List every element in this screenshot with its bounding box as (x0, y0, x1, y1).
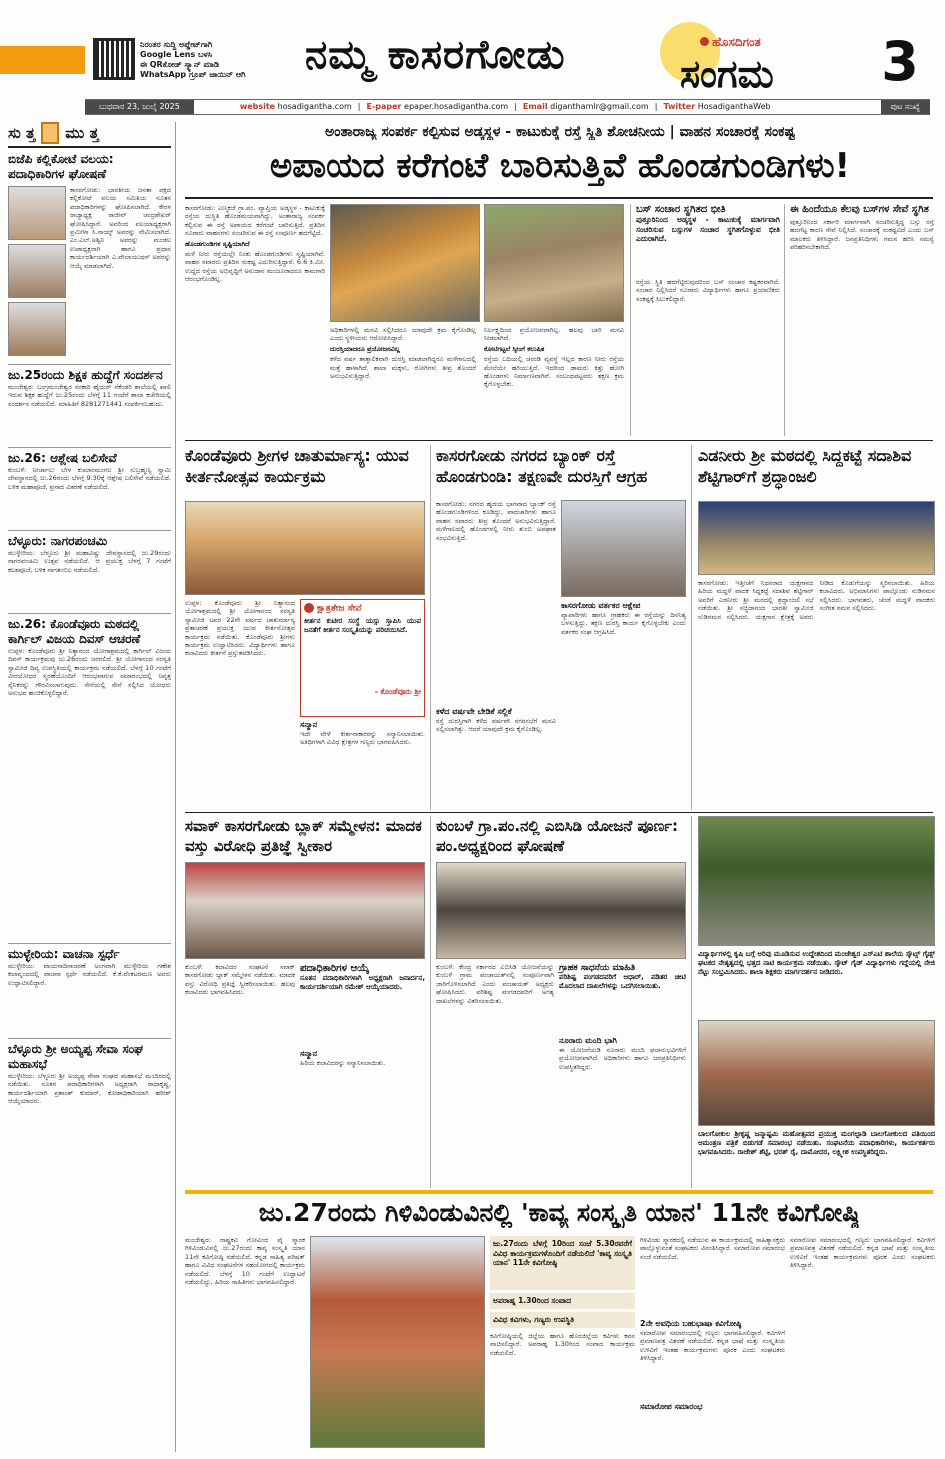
lead-col3 (484, 326, 624, 434)
photo-story-2 (698, 1020, 935, 1188)
sep-1: | (357, 102, 361, 111)
lead-sub2: ದುರಸ್ತಿಯಾದರೂ ಪ್ರಯೋಜನವಿಲ್ಲ (330, 344, 400, 353)
lead-box1-lead: ಪುತ್ತೂರಿನಿಂದ ಅಡ್ಕಸ್ಥಳ - ಕಾಟುಕುಕ್ಕೆ ಮಾರ್ಗವಾಗಿ ಸಂಚರಿಸುವ ಬಸ್ಸುಗಳ ಸಂಚಾರ ಸ್ಥಗಿತಗೊಳ್ಳುವ ಭೀತಿ ಎದುರಾಗಿದೆ. (636, 215, 780, 243)
art7-bullet1 (490, 1236, 635, 1290)
masthead (0, 0, 945, 118)
sidebar-s4-body: ಮುಳ್ಳೇರಿಯ: ಬೆಳ್ಳೂರು ಶ್ರೀ ಮಹಾವಿಷ್ಣು ದೇವಸ್ಥಾನದಲ್ಲಿ ಜು.29ರಂದು ನಾಗರಪಂಚಮಿ ಉತ್ಸವ ನಡೆಯಲಿದೆ. ಆ ಪ್ರಯುಕ್ತ ಬೆಳಗ್ಗೆ 7 ಗಂಟೆಗೆ ಕಲಶಪೂಜೆ, ಬಳಿಕ ನಾಗತಂಬಿಲ ನಡೆಯಲಿದೆ. (8, 549, 171, 574)
sidebar-s6-body: ಮುಳ್ಳೇರಿಯ: ವಾಯನಾದಿನಾಚರಣೆ ಅಂಗವಾಗಿ ಮುಳ್ಳೇರಿಯ ಗಣೇಶ ಕಲಾವೃಂದದಲ್ಲಿ ವಾಚನಾ ಸ್ಪರ್ಧೆ ನಡೆಯಲಿದೆ. ಕೆ.ಕೆ.ವೆಂಕಟರಮಣ ಅವರು ಉದ್ಘಾಟಿಸಲಿದ್ದಾರೆ. (8, 962, 171, 987)
brand-small (700, 35, 761, 50)
lead-col3b-text: ರಸ್ತೆಯ ಬದಿಯಲ್ಲಿ ಚರಂಡಿ ವ್ಯವಸ್ಥೆ ಇಲ್ಲದ ಕಾರಣ ನೀರು ರಸ್ತೆಯ ಮೇಲೆಯೇ ಹರಿಯುತ್ತಿದೆ. ಇದರಿಂದ ಡಾಮರು ಕಿತ್ತು ಹೋಗಿ ಹೊಂಡಗಳು ನಿರ್ಮಾಣವಾಗಿವೆ. ಸಂಬಂಧಪಟ್ಟವರು ತಕ್ಷಣ ಕ್ರಮ ಕೈಗೊಳ್ಳಬೇಕು. (484, 355, 624, 389)
art6-sub: ನೂರಾರು ಮಂದಿ ಭಾಗಿ (559, 1036, 617, 1045)
art6 (430, 816, 692, 1188)
epaper-block (366, 100, 508, 114)
art4-headline: ಎಡನೀರು ಶ್ರೀ ಮಠದಲ್ಲಿ ಸಿದ್ದಕಟ್ಟೆ ಸದಾಶಿವ ಶೆಟ್ಟಿಗಾರ್‌ಗೆ ಶ್ರದ್ಧಾಂಜಲಿ (698, 446, 912, 486)
sidebar-s7-title: ಬೆಳ್ಳೂರು ಶ್ರೀ ಅಯ್ಯಪ್ಪ ಸೇವಾ ಸಂಘ ಮಹಾಸಭೆ (8, 1038, 171, 1072)
art5-row (185, 963, 425, 1183)
road-photo-2 (484, 204, 624, 322)
art2-ad (300, 599, 425, 717)
art7-col4: ಸಮಾರೋಪ ಸಮಾರಂಭದಲ್ಲಿ ಗಣ್ಯರು ಭಾಗವಹಿಸಲಿದ್ದಾರೆ. ಕವಿಗಳಿಗೆ ಪ್ರಮಾಣಪತ್ರ ವಿತರಣೆ ನಡೆಯಲಿದೆ. ಕನ್ನಡ ಭಾಷೆ ಮತ್ತು ಸಂಸ್ಕೃತಿಯ ಉಳಿವಿಗೆ ಇಂತಹ ಕಾರ್ಯಕ್ರಮಗಳು ಪೂರಕ ಎಂದು ಸಂಘಟಕರು ತಿಳಿಸಿದ್ದಾರೆ. (790, 1236, 935, 1270)
twitter-block (663, 100, 770, 114)
art7-sub1: 2ನೇ ಅವಧಿಯ ಬಹುಭಾಷಾ ಕವಿಗೋಷ್ಠಿ (640, 1319, 742, 1328)
art4-photo (698, 501, 935, 575)
art3-sub1: ಕಳೆದ ವರ್ಷವೇ ಬೇಡಿಕೆ ಸಲ್ಲಿಕೆ (436, 707, 512, 716)
mid-rule (185, 812, 933, 813)
portrait-photo-1 (8, 186, 66, 240)
art6-body2: ಈ ಯೋಜನೆಯಡಿ ನೂರಾರು ಮಂದಿ ಫಲಾನುಭವಿಗಳಿಗೆ ಪ್ರಯೋಜನವಾಗಿದೆ. ಅಧಿಕಾರಿಗಳು ಹಾಗೂ ಜನಪ್ರತಿನಿಧಿಗಳು ಉಪಸ್ಥಿತರಿದ್ದರು. (559, 1046, 686, 1071)
art3 (430, 445, 692, 810)
art2-sub: ಸನ್ಮಾನ (300, 720, 318, 729)
twitter-label: Twitter (663, 102, 696, 111)
art7-building-photo (310, 1236, 485, 1448)
lead-sub3: ಕೋಟಿಗಟ್ಟಲೆ ಸ್ಕೀಂಗೆ ಕಲುಷಿತ (484, 344, 545, 353)
art5-body: ಕುಂಬಳೆ: ಕಲಾವಿದರ ಸಂಘಟನೆ ಸವಾಕ್ ಕಾಸರಗೋಡು ಬ್ಲಾಕ್ ಸಮ್ಮೇಳನ ನಡೆಯಿತು. ಮಾದಕ ವಸ್ತು ವಿರೋಧಿ ಪ್ರತಿಜ್ಞೆ ಸ್ವೀಕರಿಸಲಾಯಿತು. ಹಲವು ಕಲಾವಿದರು ಭಾಗವಹಿಸಿದರು. (185, 963, 295, 997)
page-number: 3 (881, 30, 919, 93)
lead-box1-body: ರಸ್ತೆಯ ಸ್ಥಿತಿ ಹದಗೆಟ್ಟಿರುವುದರಿಂದ ಬಸ್ ಸಂಚಾರ ಕಷ್ಟಕರವಾಗಿದೆ. ಸಂಚಾರ ನಿಲ್ಲಿಸಿದರೆ ನೂರಾರು ವಿದ್ಯಾರ್ಥಿಗಳು ಹಾಗೂ ಪ್ರಯಾಣಿಕರು ಸಂಕಷ್ಟಕ್ಕೆ ಸಿಲುಕಲಿದ್ದಾರೆ. (636, 278, 780, 303)
lead-rule (185, 197, 933, 199)
info-strip (85, 99, 930, 115)
portrait-photo-2 (8, 244, 66, 298)
art5 (185, 816, 425, 1188)
sidebar-s1-block (8, 182, 171, 358)
lead-box2-title: ಈ ಹಿಂದೆಯೂ ಕೆಲವು ಬಸ್‌ಗಳ ಸೇವೆ ಸ್ಥಗಿತ (790, 204, 929, 215)
photo-story-2-image (698, 1020, 935, 1126)
qr-line-2: Google Lens ಬಳಸಿ (140, 50, 213, 59)
sidebar-s2-body: ಮಂಜೇಶ್ವರ: ಬಂಗ್ರಮಂಜೇಶ್ವರ ಸರಕಾರಿ ಹೈಯರ್ ಸೆಕೆಂಡರಿ ಶಾಲೆಯಲ್ಲಿ ಖಾಲಿ ಇರುವ ಶಿಕ್ಷಕ ಹುದ್ದೆಗೆ ಜು.25ರಂದು ಬೆಳಗ್ಗೆ 11 ಗಂಟೆಗೆ ಶಾಲಾ ಕಚೇರಿಯಲ್ಲಿ ಸಂದರ್ಶನ ನಡೆಯಲಿದೆ. ಮಾಹಿತಿಗೆ 8281271441 ಸಂಪರ್ಕಿಸಬಹುದು. (8, 383, 171, 408)
epaper-label: E-paper (366, 102, 402, 111)
art5-body2: ಹಿರಿಯ ಕಲಾವಿದರನ್ನು ಸನ್ಮಾನಿಸಲಾಯಿತು. (300, 1059, 386, 1067)
art3-portrait (561, 500, 686, 597)
lead-col1 (185, 204, 325, 434)
art7-col1: ಮಂಜೇಶ್ವರ: ರಾಷ್ಟ್ರಕವಿ ಗೋವಿಂದ ಪೈ ಸ್ಮಾರಕ ಗಿಳಿವಿಂಡುವಿನಲ್ಲಿ ಜು.27ರಂದು ಕಾವ್ಯ ಸಂಸ್ಕೃತಿ ಯಾನ 11ನೇ ಕವಿಗೋಷ್ಠಿ ನಡೆಯಲಿದೆ. ಕನ್ನಡ ಸಾಹಿತ್ಯ ಪರಿಷತ್ ಹಾಗೂ ವಿವಿಧ ಸಂಘಟನೆಗಳ ಸಹಯೋಗದಲ್ಲಿ ಕಾರ್ಯಕ್ರಮ ನಡೆಯಲಿದೆ. ಬೆಳಗ್ಗೆ 10 ಗಂಟೆಗೆ ಉದ್ಘಾಟನೆ ನಡೆಯಲಿದ್ದು, ಹಿರಿಯ ಸಾಹಿತಿಗಳು ಭಾಗವಹಿಸಲಿದ್ದಾರೆ. (185, 1236, 305, 1287)
sidebar-s7-body: ಮುಳ್ಳೇರಿಯ: ಬೆಳ್ಳೂರು ಶ್ರೀ ಅಯ್ಯಪ್ಪ ಸೇವಾ ಸಂಘದ ಮಹಾಸಭೆ ಮಂದಿರದಲ್ಲಿ ನಡೆಯಿತು. ನೂತನ ಪದಾಧಿಕಾರಿಗಳಾಗಿ ಅಧ್ಯಕ್ಷರಾಗಿ ರಾಧಾಕೃಷ್ಣ, ಕಾರ್ಯದರ್ಶಿಯಾಗಿ ಪ್ರಶಾಂತ್ ಕುಮಾರ್, ಕೋಶಾಧಿಕಾರಿಯಾಗಿ ಹರೀಶ್ ಆಯ್ಕೆಯಾದರು. (8, 1072, 171, 1106)
art4-body: ಕಾಸರಗೋಡು: ಇತ್ತೀಚೆಗೆ ನಿಧನರಾದ ಯಕ್ಷಗಾನದ ಹಿರಿಯ ಮದ್ದಳೆ ವಾದಕ ಸಿದ್ದಕಟ್ಟೆ ಸದಾಶಿವ ಶೆಟ್ಟಿಗಾರ್ ಅವರಿಗೆ ಎಡನೀರು ಶ್ರೀ ಮಠದಲ್ಲಿ ಶ್ರದ್ಧಾಂಜಲಿ ಸಭೆ ನಡೆಯಿತು. ಶ್ರೀ ಸಚ್ಚಿದಾನಂದ ಭಾರತೀ ಸ್ವಾಮೀಜಿ ನುಡಿನಮನ ಸಲ್ಲಿಸಿದರು. ಯಕ್ಷಗಾನ ಕ್ಷೇತ್ರಕ್ಕೆ ಅವರು ನೀಡಿದ ಕೊಡುಗೆಯನ್ನು ಸ್ಮರಿಸಲಾಯಿತು. ಹಿರಿಯ ಕಲಾವಿದರು, ಅಭಿಮಾನಿಗಳು ಪಾಲ್ಗೊಂಡು ನುಡಿನಮನ ಸಲ್ಲಿಸಿದರು. ಭಾಗವತರು, ಚೆಂಡೆ ಮದ್ದಳೆ ವಾದಕರು ಸಂಗೀತ ನಮನ ಸಲ್ಲಿಸಿದರು. (698, 579, 935, 621)
sep-3: | (654, 102, 658, 111)
email-label: Email (522, 102, 548, 111)
art2-ad-title (304, 603, 421, 614)
qr-line-3: ಈ QRಕೋಡ್ ಸ್ಕ್ಯಾನ್ ಮಾಡಿ (140, 60, 220, 69)
art2-ad-title-text: ಕ್ಷಾತ್ರತೇಜ ಸೇವೆ (317, 603, 362, 614)
pages-label: ಪುಟ ಸಂಖ್ಯೆ (881, 100, 930, 114)
art2-row (185, 599, 425, 805)
art2-ad-body: ಕೀರ್ತನ ಕುಟೀರ ಸಂಸ್ಥೆ ಯಸ್ಸು ಸ್ತಾಪಿಸಿ ಯುವ ಜನತೆಗೆ ಕೀರ್ತನ ಸಂಸ್ಕೃತಿಯನ್ನು ಪರಿಚಯಿಸಿದೆ. (304, 616, 421, 634)
email-link[interactable]: diganthamlr@gmail.com (550, 102, 649, 111)
lead-bottom-rule (185, 440, 933, 441)
art3-col1 (436, 500, 556, 806)
art2-body2: ಇದೇ ವೇಳೆ ಕೀರ್ತನಾಕಾರರನ್ನು ಸನ್ಮಾನಿಸಲಾಯಿತು. ಅತಿಥಿಗಳಾಗಿ ವಿವಿಧ ಕ್ಷೇತ್ರಗಳ ಗಣ್ಯರು ಭಾಗವಹಿಸಿದರು. (300, 730, 425, 747)
lead-col2-text: ಅಧಿಕಾರಿಗಳಲ್ಲಿ ಮನವಿ ಸಲ್ಲಿಸಿದರೂ ಯಾವುದೇ ಕ್ರಮ ಕೈಗೊಂಡಿಲ್ಲ ಎಂದು ಸ್ಥಳೀಯರು ಆರೋಪಿಸಿದ್ದಾರೆ. (330, 326, 476, 343)
lead-col1b-text: ಮಳೆ ನೀರು ರಸ್ತೆಯಲ್ಲೇ ನಿಂತು ಹೊಂಡಗುಂಡಿಗಳು ಸೃಷ್ಟಿಯಾಗಿವೆ. ವಾಹನ ಸವಾರರು ಪ್ರತಿದಿನ ಸಂಕಷ್ಟ ಎದುರಿಸುತ್ತಿದ್ದಾರೆ. 6.6 ಕಿ.ಮೀ. ಉದ್ದದ ರಸ್ತೆಯ ಅಭಿವೃದ್ಧಿಗೆ ಅನುದಾನ ಮಂಜೂರಾದರೂ ಕಾಮಗಾರಿ ಆರಂಭಗೊಂಡಿಲ್ಲ. (185, 250, 325, 284)
qr-instructions (140, 40, 300, 80)
art7-bullets (490, 1236, 635, 1452)
art5-headline: ಸವಾಕ್ ಕಾಸರಗೋಡು ಬ್ಲಾಕ್ ಸಮ್ಮೇಳನ: ಮಾದಕ ವಸ್ತು ವಿರೋಧಿ ಪ್ರತಿಜ್ಞೆ ಸ್ವೀಕಾರ (185, 817, 422, 855)
art7-bullet1-text: ಜು.27ರಂದು ಬೆಳಗ್ಗೆ 10ರಿಂದ ಸಂಜೆ 5.30ರವರೆಗೆ ವಿವಿಧ ಕಾರ್ಯಕ್ರಮಗಳೊಂದಿಗೆ ನಡೆಯಲಿದೆ 'ಕಾವ್ಯ ಸಂಸ್ಕೃತಿ ಯಾನ' 11ನೇ ಕವಿಗೋಷ್ಠಿ (493, 1239, 632, 1267)
sidebar-s5-body: ಉಪ್ಪಳ: ಕೊಂಡೆವೂರು ಶ್ರೀ ನಿತ್ಯಾನಂದ ಯೋಗಾಶ್ರಮದಲ್ಲಿ ಕಾರ್ಗಿಲ್ ವಿಜಯ ದಿವಸ್ ಕಾರ್ಯಕ್ರಮವು ಜು.26ರಂದು ಜರಗಲಿದೆ. ಶ್ರೀ ಯೋಗಾನಂದ ಸರಸ್ವತಿ ಸ್ವಾಮೀಜಿ ದಿವ್ಯ ಉಪಸ್ಥಿತಿಯಲ್ಲಿ ಕಾರ್ಯಕ್ರಮ ನಡೆಯಲಿದೆ. ಬೆಳಗ್ಗೆ 10 ಗಂಟೆಗೆ ವೀರಯೋಧರ ಸ್ಮರಣೆಯೊಂದಿಗೆ ಆರಂಭವಾಗುವ ಸಮಾರಂಭದಲ್ಲಿ ನಿವೃತ್ತ ಸೈನಿಕರನ್ನು ಗೌರವಿಸಲಾಗುವುದು. ಸೇನೆಯಲ್ಲಿ ಸೇವೆ ಸಲ್ಲಿಸಿದ ಯೋಧರು ಅನುಭವ ಹಂಚಿಕೊಳ್ಳಲಿದ್ದಾರೆ. (8, 647, 171, 698)
qr-line-4: WhatsApp ಗ್ರೂಪ್ ಜಾಯಿನ್ ಆಗಿ (140, 70, 246, 79)
art7-col2: ಕವಿಗೋಷ್ಠಿಯಲ್ಲಿ ಜಿಲ್ಲೆಯ ಹಾಗೂ ಹೊರಜಿಲ್ಲೆಯ ಕವಿಗಳು ಕವನ ವಾಚಿಸಲಿದ್ದಾರೆ. ಅಪರಾಹ್ನ 1.30ರಿಂದ ಸಂವಾದ ಕಾರ್ಯಕ್ರಮ ನಡೆಯಲಿದೆ. (490, 1332, 635, 1357)
photo-story-1-caption: ವಿದ್ಯಾರ್ಥಿಗಳಲ್ಲಿ ಕೃಷಿ ಬಗ್ಗೆ ಅರಿವು ಮೂಡಿಸುವ ಉದ್ದೇಶದಿಂದ ಮಂಜೇಶ್ವರ ಎಸ್‌ಎಟಿ ಶಾಲೆಯ ಸ್ಕೌಟ್ಸ್ ಗೈಡ್ಸ್ ಘಟಕದ ನೇತೃತ್ವದಲ್ಲಿ ಭತ್ತದ ನಾಟಿ ಕಾರ್ಯಕ್ರಮ ನಡೆಯಿತು. ಸ್ಕೌಟ್ ಗೈಡ್ ವಿದ್ಯಾರ್ಥಿಗಳು ಗದ್ದೆಯಲ್ಲಿ ನೇಜಿ ನೆಟ್ಟು ಸಂಭ್ರಮಿಸಿದರು. ಶಾಲಾ ಶಿಕ್ಷಕರು ಮಾರ್ಗದರ್ಶನ ನೀಡಿದರು. (698, 950, 935, 976)
art6-right (559, 963, 686, 1183)
art7-headline: ಜು.27ರಂದು ಗಿಳಿವಿಂಡುವಿನಲ್ಲಿ 'ಕಾವ್ಯ ಸಂಸ್ಕೃತಿ ಯಾನ' 11ನೇ ಕವಿಗೋಷ್ಠಿ (258, 1198, 860, 1227)
art2-right (300, 599, 425, 805)
sidebar-s6-title: ಮುಳ್ಳೇರಿಯ: ವಾಚನಾ ಸ್ಪರ್ಧೆ (8, 943, 171, 962)
art3-headline: ಕಾಸರಗೋಡು ನಗರದ ಬ್ಯಾಂಕ್ ರಸ್ತೆ ಹೊಂಡಗುಂಡಿ: ತಕ್ಷಣವೇ ದುರಸ್ತಿಗೆ ಆಗ್ರಹ (436, 446, 648, 486)
sep-2: | (514, 102, 517, 111)
lead-col2 (330, 326, 476, 434)
art3-body3: ವ್ಯಾಪಾರಿಗಳು ಹಾಗೂ ಗ್ರಾಹಕರು ಈ ರಸ್ತೆಯನ್ನು ದಿನನಿತ್ಯ ಬಳಸುತ್ತಿದ್ದು, ತಕ್ಷಣ ದುರಸ್ತಿ ಕಾರ್ಯ ಕೈಗೊಳ್ಳಬೇಕು ಎಂದು ವರ್ತಕರ ಸಂಘ ಆಗ್ರಹಿಸಿದೆ. (561, 611, 686, 636)
art5-box-title: ಪದಾಧಿಕಾರಿಗಳ ಆಯ್ಕೆ (300, 963, 370, 974)
lead-col2b-text: ಕಳೆದ ವರ್ಷ ತಾತ್ಕಾಲಿಕವಾಗಿ ದುರಸ್ತಿ ಮಾಡಲಾಗಿದ್ದರೂ ಮಳೆಗಾಲದಲ್ಲಿ ಮತ್ತೆ ಹಾಳಾಗಿದೆ. ಶಾಲಾ ಮಕ್ಕಳು, ರೋಗಿಗಳು ತೀವ್ರ ತೊಂದರೆ ಅನುಭವಿಸುತ್ತಿದ್ದಾರೆ. (330, 355, 476, 381)
website-link[interactable]: hosadigantha.com (277, 102, 352, 111)
lead-sub1: ಹೊಂಡಗುಂಡಿಗಳ ಸೃಷ್ಟಿಯಾಗಿದೆ (185, 239, 250, 248)
sidebar-header-left: ಸು ತ್ತ (8, 124, 36, 142)
door-icon (41, 122, 59, 144)
section-title: ನಮ್ಮ ಕಾಸರಗೋಡು (305, 32, 566, 78)
photo-story-1-image (698, 816, 935, 946)
art5-box-body: ನೂತನ ಪದಾಧಿಕಾರಿಗಳಾಗಿ ಅಧ್ಯಕ್ಷರಾಗಿ ಜನಾರ್ದನ, ಕಾರ್ಯದರ್ಶಿಯಾಗಿ ರಮೇಶ್ ಆಯ್ಕೆಯಾದರು. (300, 974, 425, 991)
lead-box2 (784, 204, 934, 436)
art7-col3b: ಸಮಾರೋಪ ಸಮಾರಂಭದಲ್ಲಿ ಗಣ್ಯರು ಭಾಗವಹಿಸಲಿದ್ದಾರೆ. ಕವಿಗಳಿಗೆ ಪ್ರಮಾಣಪತ್ರ ವಿತರಣೆ ನಡೆಯಲಿದೆ. ಕನ್ನಡ ಭಾಷೆ ಮತ್ತು ಸಂಸ್ಕೃತಿಯ ಉಳಿವಿಗೆ ಇಂತಹ ಕಾರ್ಯಕ್ರಮಗಳು ಪೂರಕ ಎಂದು ಸಂಘಟಕರು ತಿಳಿಸಿದ್ದಾರೆ. (640, 1329, 785, 1363)
sidebar-header-right: ಮು ತ್ತ (65, 124, 99, 142)
road-photo-1 (330, 204, 480, 322)
sidebar (8, 122, 176, 1452)
brand-big: ಸಂಗಮ (680, 52, 774, 96)
art3-col2 (561, 500, 686, 806)
art6-row (436, 963, 686, 1183)
art6-box-body: ಪರಿಶಿಷ್ಟ ಪಂಗಡದವರಿಗೆ ಆಧಾರ್, ಪಡಿತರ ಚೀಟಿ ಮೊದಲಾದ ದಾಖಲೆಗಳನ್ನು ಒದಗಿಸಲಾಯಿತು. (559, 973, 686, 990)
sidebar-s4-title: ಬೆಳ್ಳೂರು: ನಾಗರಪಂಚಮಿ (8, 530, 171, 549)
sidebar-s1-photos (8, 182, 66, 358)
sidebar-header (8, 122, 171, 148)
art3-body: ಕಾಸರಗೋಡು: ನಗರದ ಹೃದಯ ಭಾಗವಾದ ಬ್ಯಾಂಕ್ ರಸ್ತೆ ಹೊಂಡಗುಂಡಿಗಳಿಂದ ಕೂಡಿದ್ದು, ಪಾದಚಾರಿಗಳು ಹಾಗೂ ವಾಹನ ಸವಾರರು ತೀವ್ರ ತೊಂದರೆ ಅನುಭವಿಸುತ್ತಿದ್ದಾರೆ. ಮಳೆಗಾಲದಲ್ಲಿ ಹೊಂಡಗಳಲ್ಲಿ ನೀರು ತುಂಬಿ ಅಪಘಾತ ಸಂಭವಿಸುತ್ತಿದೆ. (436, 500, 556, 542)
qr-line-1: ನಿರಂತರ ಸುದ್ದಿ ಅಪ್ಡೇಟ್‌ಗಾಗಿ (140, 40, 213, 49)
art7-col3-wrap (640, 1236, 785, 1452)
brand-logo-icon (700, 37, 709, 46)
decorative-bar (185, 1190, 933, 1194)
art3-sub2: ಕಾಸರಗೋಡು ವರ್ತಕರ ಆಕ್ಷೇಪ (561, 601, 641, 610)
sidebar-s5-title: ಜು.26: ಕೊಂಡೆವೂರು ಮಠದಲ್ಲಿ ಕಾರ್ಗಿಲ್ ವಿಜಯ ದಿವಸ್ ಆಚರಣೆ (8, 613, 171, 647)
art5-right (300, 963, 425, 1183)
art4 (698, 445, 935, 810)
lead-headline: ಅಪಾಯದ ಕರೆಗಂಟೆ ಬಾರಿಸುತ್ತಿವೆ ಹೊಂಡಗುಂಡಿಗಳು! (269, 146, 851, 186)
brand-small-text: ಹೊಸದಿಗಂತ (712, 35, 761, 49)
email-block (523, 100, 649, 114)
sidebar-s1-body: ಕಾಸರಗೋಡು: ಭಾರತೀಯ ಜನತಾ ಪಕ್ಷದ ಕಲ್ಲಿಕೋಟೆ ವಲಯ ಸಮಿತಿಯ ನೂತನ ಪದಾಧಿಕಾರಿಗಳನ್ನು ಘೋಷಿಸಲಾಗಿದೆ. ಕೇರಳ ರಾಜ್ಯಾಧ್ಯಕ್ಷ ರಾಜೀವ್ ಚಂದ್ರಶೇಖರ್ ಘೋಷಿಸಿದ್ದಾರೆ. ಅವರಿಂದ ವಲಯಾಧ್ಯಕ್ಷರಾಗಿ ಪ್ರಮೀಳಾ ಸಿ.ನಾಯ್ಕ್ ಅವರನ್ನು ನೇಮಿಸಲಾಗಿದೆ. ಎಂ.ಎಲ್.ಅಶ್ವಿನಿ ಅವರನ್ನು ಮಂಡಲ ಉಪಾಧ್ಯಕ್ಷರಾಗಿ ಹಾಗೂ ಪ್ರಧಾನ ಕಾರ್ಯದರ್ಶಿಯಾಗಿ ಎ.ವೇಲಾಯುಧನ್ ಅವರನ್ನು ಆಯ್ಕೆ ಮಾಡಲಾಗಿದೆ. (70, 186, 171, 270)
date-badge: ಬುಧವಾರ 23, ಜುಲೈ 2025 (85, 100, 194, 114)
art2-headline: ಕೊಂಡೆವೂರು ಶ್ರೀಗಳ ಚಾತುರ್ಮಾಸ್ಯ: ಯುವ ಕೀರ್ತನೋತ್ಸವ ಕಾರ್ಯಕ್ರಮ (185, 446, 409, 486)
twitter-link[interactable]: HosadiganthaWeb (697, 102, 771, 111)
orange-bar (0, 46, 85, 74)
website-label: website (239, 102, 276, 111)
art2-ad-footer: - ಕೊಂಡೆವೂರು ಶ್ರೀ (374, 686, 421, 696)
art7-bullet3 (490, 1312, 635, 1328)
art2-photo (185, 501, 425, 595)
sidebar-s1-title: ಬಿಜೆಪಿ ಕಲ್ಲಿಕೋಟೆ ವಲಯ: ಪದಾಧಿಕಾರಿಗಳ ಘೋಷಣೆ (8, 152, 114, 181)
art2-body: ಉಪ್ಪಳ: ಕೊಂಡೆವೂರು ಶ್ರೀ ನಿತ್ಯಾನಂದ ಯೋಗಾಶ್ರಮದಲ್ಲಿ ಶ್ರೀ ಯೋಗಾನಂದ ಸರಸ್ವತಿ ಸ್ವಾಮೀಜಿ ಅವರ 22ನೇ ವರ್ಷದ ಚಾತುರ್ಮಾಸ್ಯ ವ್ರತಾಚರಣೆ ಪ್ರಯುಕ್ತ ಯುವ ಕೀರ್ತನೋತ್ಸವ ಕಾರ್ಯಕ್ರಮ ನಡೆಯಿತು. ಕೊಂಡೆವೂರು ಶ್ರೀಗಳು ಕಾರ್ಯಕ್ರಮ ಉದ್ಘಾಟಿಸಿದರು. ವಿದ್ಯಾರ್ಥಿಗಳು ಹಾಗೂ ಕಲಾವಿದರು ಕೀರ್ತನೆ ಪ್ರಸ್ತುತಪಡಿಸಿದರು. (185, 599, 295, 658)
art7-sub2: ಸಮಾರೋಪ ಸಮಾರಂಭ (640, 1402, 703, 1411)
art7-col3: ಗಿಳಿವಿಂಡು ಸ್ಮಾರಕದಲ್ಲಿ ನಡೆಯುವ ಈ ಕಾರ್ಯಕ್ರಮದಲ್ಲಿ ಸಾಹಿತ್ಯಾಸಕ್ತರು ಪಾಲ್ಗೊಳ್ಳುವಂತೆ ಸಂಘಟಕರು ವಿನಂತಿಸಿದ್ದಾರೆ. ಸಮಾರೋಪ ಸಮಾರಂಭ ಸಂಜೆ ನಡೆಯಲಿದೆ. (640, 1236, 785, 1261)
art6-box-title: ಗ್ರಾಹಕ ಸಾಧನೆಯ ಮಾಹಿತಿ (559, 963, 636, 973)
art7-bullet3-text: ವಿವಿಧ ಕವಿಗಳು, ಗಣ್ಯರು ಉಪಸ್ಥಿತಿ (493, 1315, 575, 1324)
photo-story-1 (698, 816, 935, 1016)
epaper-link[interactable]: epaper.hosadigantha.com (404, 102, 509, 111)
art6-photo (436, 862, 686, 959)
art6-body: ಕುಂಬಳೆ: ಕೇಂದ್ರ ಸರ್ಕಾರದ ಎಬಿಸಿಡಿ ಯೋಜನೆಯನ್ನು ಕುಂಬಳೆ ಗ್ರಾಮ ಪಂಚಾಯತ್‌ನಲ್ಲಿ ಸಂಪೂರ್ಣವಾಗಿ ಜಾರಿಗೊಳಿಸಲಾಗಿದೆ ಎಂದು ಪಂಚಾಯತ್ ಅಧ್ಯಕ್ಷರು ಘೋಷಿಸಿದರು. ಪರಿಶಿಷ್ಟ ಪಂಗಡದವರಿಗೆ ಅಗತ್ಯ ದಾಖಲೆಗಳನ್ನು ವಿತರಿಸಲಾಯಿತು. (436, 963, 554, 1005)
website-block (240, 100, 352, 114)
lead-col3-text: ನಿರ್ಲಕ್ಷ್ಯದಿಂದ ಪ್ರಯೋಜನವಾಗಿಲ್ಲ. ಹಲವು ಬಾರಿ ಮನವಿ ನೀಡಲಾಗಿದೆ. (484, 326, 624, 343)
lead-col1-text: ಕಾಸರಗೋಡು: ಎಣ್ಮಕಜೆ ಗ್ರಾ.ಪಂ. ವ್ಯಾಪ್ತಿಯ ಅಡ್ಕಸ್ಥಳ - ಕಾಟುಕುಕ್ಕೆ ರಸ್ತೆಯ ದುಸ್ಥಿತಿ ಹೊಂಡಮಯವಾಗಿದ್ದು, ಅಂತಾರಾಜ್ಯ ಸಂಪರ್ಕ ಕಲ್ಪಿಸುವ ಈ ರಸ್ತೆ ಅಪಾಯದ ಕರೆಗಂಟೆ ಬಾರಿಸುತ್ತಿದೆ. ಪ್ರತಿದಿನ ನೂರಾರು ವಾಹನಗಳು ಸಂಚರಿಸುವ ಈ ರಸ್ತೆ ಸಂಪೂರ್ಣ ಹದಗೆಟ್ಟಿದೆ. (185, 204, 325, 238)
lead-box1 (630, 204, 780, 436)
art3-row (436, 500, 686, 806)
art7-bullet2 (490, 1293, 635, 1309)
art5-sub: ಸನ್ಮಾನ (300, 1049, 318, 1058)
sidebar-s3-title: ಜು.26: ಆಶ್ಲೇಷ ಬಲಿಸೇವೆ (8, 447, 171, 466)
qr-code-icon[interactable] (93, 38, 135, 80)
lead-box2-body: ಪುತ್ತೂರಿನಿಂದ ಸರ್ಕಾರಿ ಮಾರ್ಗವಾಗಿ ಸಂಚರಿಸುತ್ತಿದ್ದ ಬಸ್ಸು ರಸ್ತೆ ಹದಗೆಟ್ಟ ಕಾರಣ ಸೇವೆ ನಿಲ್ಲಿಸಿದೆ. ಸಂಚಾರಕ್ಕೆ ಸಂಕಷ್ಟವಿದೆ ಎಂದು ಬಸ್ ಮಾಲಕರು ತಿಳಿಸಿದ್ದಾರೆ. ಜನಪ್ರತಿನಿಧಿಗಳು ಗಮನ ಹರಿಸಿ ಸಮಸ್ಯೆ ಪರಿಹರಿಸಬೇಕಾಗಿದೆ. (790, 218, 934, 252)
art3-body2: ರಸ್ತೆ ದುರಸ್ತಿಗಾಗಿ ಕಳೆದ ವರ್ಷವೇ ನಗರಸಭೆಗೆ ಮನವಿ ಸಲ್ಲಿಸಲಾಗಿತ್ತು. ಆದರೆ ಯಾವುದೇ ಕ್ರಮ ಕೈಗೊಂಡಿಲ್ಲ. (436, 717, 556, 734)
art6-headline: ಕುಂಬಳೆ ಗ್ರಾ.ಪಂ.ನಲ್ಲಿ ಎಬಿಸಿಡಿ ಯೋಜನೆ ಪೂರ್ಣ: ಪಂ.ಅಧ್ಯಕ್ಷರಿಂದ ಘೋಷಣೆ (436, 817, 679, 855)
sidebar-s2-title: ಜು.25ರಂದು ಶಿಕ್ಷಕ ಹುದ್ದೆಗೆ ಸಂದರ್ಶನ (8, 364, 171, 383)
art7-bullet2-text: ಅಪರಾಹ್ನ 1.30ರಿಂದ ಸಂವಾದ (493, 1296, 572, 1305)
portrait-photo-3 (8, 302, 66, 356)
art5-photo (185, 862, 425, 959)
lead-box1-title: ಬಸ್ ಸಂಚಾರ ಸ್ಥಗಿತದ ಭೀತಿ (636, 204, 726, 215)
lead-kicker: ಅಂತಾರಾಜ್ಯ ಸಂಪರ್ಕ ಕಲ್ಪಿಸುವ ಅಡ್ಕಸ್ಥಳ - ಕಾಟುಕುಕ್ಕೆ ರಸ್ತೆ ಸ್ಥಿತಿ ಶೋಚನೀಯ | ವಾಹನ ಸಂಚಾರಕ್ಕೆ ಸಂಕಷ್ಟ (325, 124, 795, 140)
sidebar-s3-body: ಕುಂಬಳೆ: ನೀರ್ಚಾಲು ಬೇಳ ಕುಮಾರಮಂಗಲ ಶ್ರೀ ಸುಬ್ರಹ್ಮಣ್ಯ ಸ್ವಾಮಿ ದೇವಸ್ಥಾನದಲ್ಲಿ ಜು.26ರಂದು ಬೆಳಗ್ಗೆ 9.30ಕ್ಕೆ ಆಶ್ಲೇಷ ಬಲಿಸೇವೆ ನಡೆಯಲಿದೆ. ಬಳಿಕ ಮಹಾಪೂಜೆ, ಪ್ರಸಾದ ವಿತರಣೆ ನಡೆಯಲಿದೆ. (8, 466, 171, 491)
art2 (185, 445, 425, 810)
vodafone-icon (304, 603, 314, 613)
photo-story-2-caption: ಬಾಲಗೋಕುಲ ಶ್ರೀಕೃಷ್ಣ ಜನ್ಮಾಷ್ಟಮಿ ಮಹೋತ್ಸವದ ಪ್ರಯುಕ್ತ ಮಂಗಲ್ಪಾಡಿ ಬಾಲಗೋಕುಲದ ವತಿಯಿಂದ ಆಮಂತ್ರಣ ಪತ್ರಿಕೆ ಬಿಡುಗಡೆ ಸಮಾರಂಭ ನಡೆಯಿತು. ಸಂಘಟನೆಯ ಪದಾಧಿಕಾರಿಗಳು, ಕಾರ್ಯಕರ್ತರು ಭಾಗವಹಿಸಿದರು. ರಾಜೇಶ್ ಶೆಟ್ಟಿ, ಭರತ್ ರೈ, ದಾಮೋದರ, ಲಕ್ಷ್ಮೀಶ ಉಪಸ್ಥಿತರಿದ್ದರು. (698, 1130, 935, 1156)
